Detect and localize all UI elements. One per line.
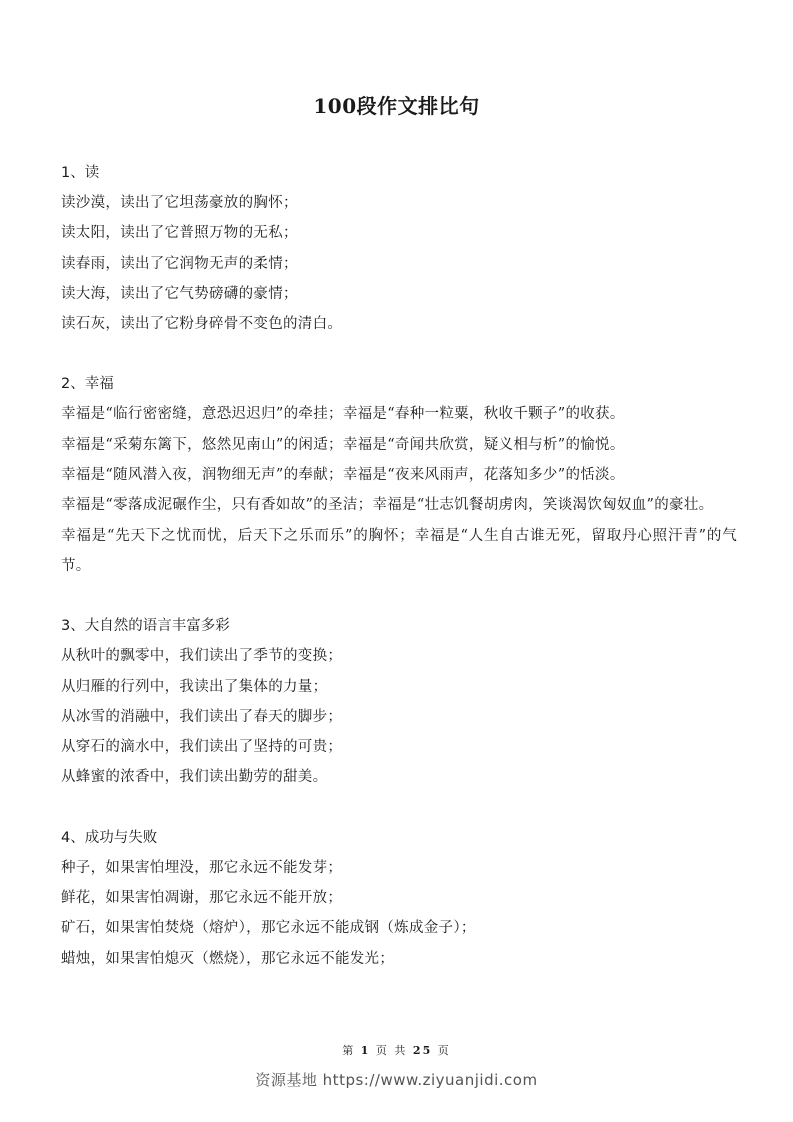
section-heading: 4、成功与失败 <box>61 829 158 846</box>
section-heading: 1、读 <box>61 165 100 181</box>
paragraph-line: 读春雨，读出了它润物无声的柔情； <box>61 255 298 272</box>
page-current: 1 <box>360 1044 371 1057</box>
paragraph-line: 读石灰，读出了它粉身碎骨不变色的清白。 <box>61 316 343 333</box>
paragraph-line: 矿石，如果害怕焚烧（熔炉），那它永远不能成钢（炼成金子）； <box>61 920 476 937</box>
section-2 <box>61 369 737 581</box>
paragraph-line: 从归雁的行列中，我读出了集体的力量； <box>61 678 328 695</box>
paragraph-line: 种子，如果害怕埋没，那它永远不能发芽； <box>61 859 343 876</box>
paragraph-line: 幸福是“随风潜入夜，润物细无声”的奉献；幸福是“夜来风雨声，花落知多少”的恬淡。 <box>61 467 625 484</box>
section-4 <box>61 823 737 974</box>
page-total: 25 <box>412 1044 433 1057</box>
section-3 <box>61 611 737 792</box>
section-heading: 2、幸福 <box>61 376 114 393</box>
page-suffix: 页 <box>437 1044 451 1057</box>
paragraph-line: 幸福是“临行密密缝，意恐迟迟归”的牵挂；幸福是“春种一粒粟，秋收千颗子”的收获。 <box>61 406 625 423</box>
paragraph-line: 从蜂蜜的浓香中，我们读出勤劳的甜美。 <box>61 769 328 786</box>
page-prefix: 第 <box>342 1044 356 1057</box>
page-number <box>0 1042 793 1058</box>
paragraph-line: 从秋叶的飘零中，我们读出了季节的变换； <box>61 648 343 665</box>
paragraph-line: 从穿石的滴水中，我们读出了坚持的可贵； <box>61 739 343 756</box>
paragraph-line: 读大海，读出了它气势磅礴的豪情； <box>61 285 298 302</box>
paragraph-line: 鲜花，如果害怕凋谢，那它永远不能开放； <box>61 890 343 907</box>
page-middle: 页 共 <box>375 1044 408 1057</box>
paragraph-line: 蜡烛，如果害怕熄灭（燃烧），那它永远不能发光； <box>61 950 395 967</box>
section-heading: 3、大自然的语言丰富多彩 <box>61 618 230 635</box>
document-body <box>61 158 737 1004</box>
paragraph-line: 幸福是“先天下之忧而忧，后天下之乐而乐”的胸怀；幸福是“人生自古谁无死，留取丹心照汗青”的气节。 <box>61 527 737 574</box>
paragraph-line: 读太阳，读出了它普照万物的无私； <box>61 225 298 242</box>
site-watermark: 资源基地 https://www.ziyuanjidi.com <box>255 1071 538 1089</box>
paragraph-line: 幸福是“采菊东篱下，悠然见南山”的闲适；幸福是“奇闻共欣赏，疑义相与析”的愉悦。 <box>61 436 625 453</box>
document-title: 100段作文排比句 <box>313 94 480 118</box>
paragraph-line: 读沙漠，读出了它坦荡豪放的胸怀； <box>61 195 298 211</box>
paragraph-line: 从冰雪的消融中，我们读出了春天的脚步； <box>61 708 343 725</box>
section-1 <box>61 158 737 339</box>
paragraph-line: 幸福是“零落成泥碾作尘，只有香如故”的圣洁；幸福是“壮志饥餐胡虏肉，笑谈渴饮匈奴血”的豪壮。 <box>61 497 714 514</box>
